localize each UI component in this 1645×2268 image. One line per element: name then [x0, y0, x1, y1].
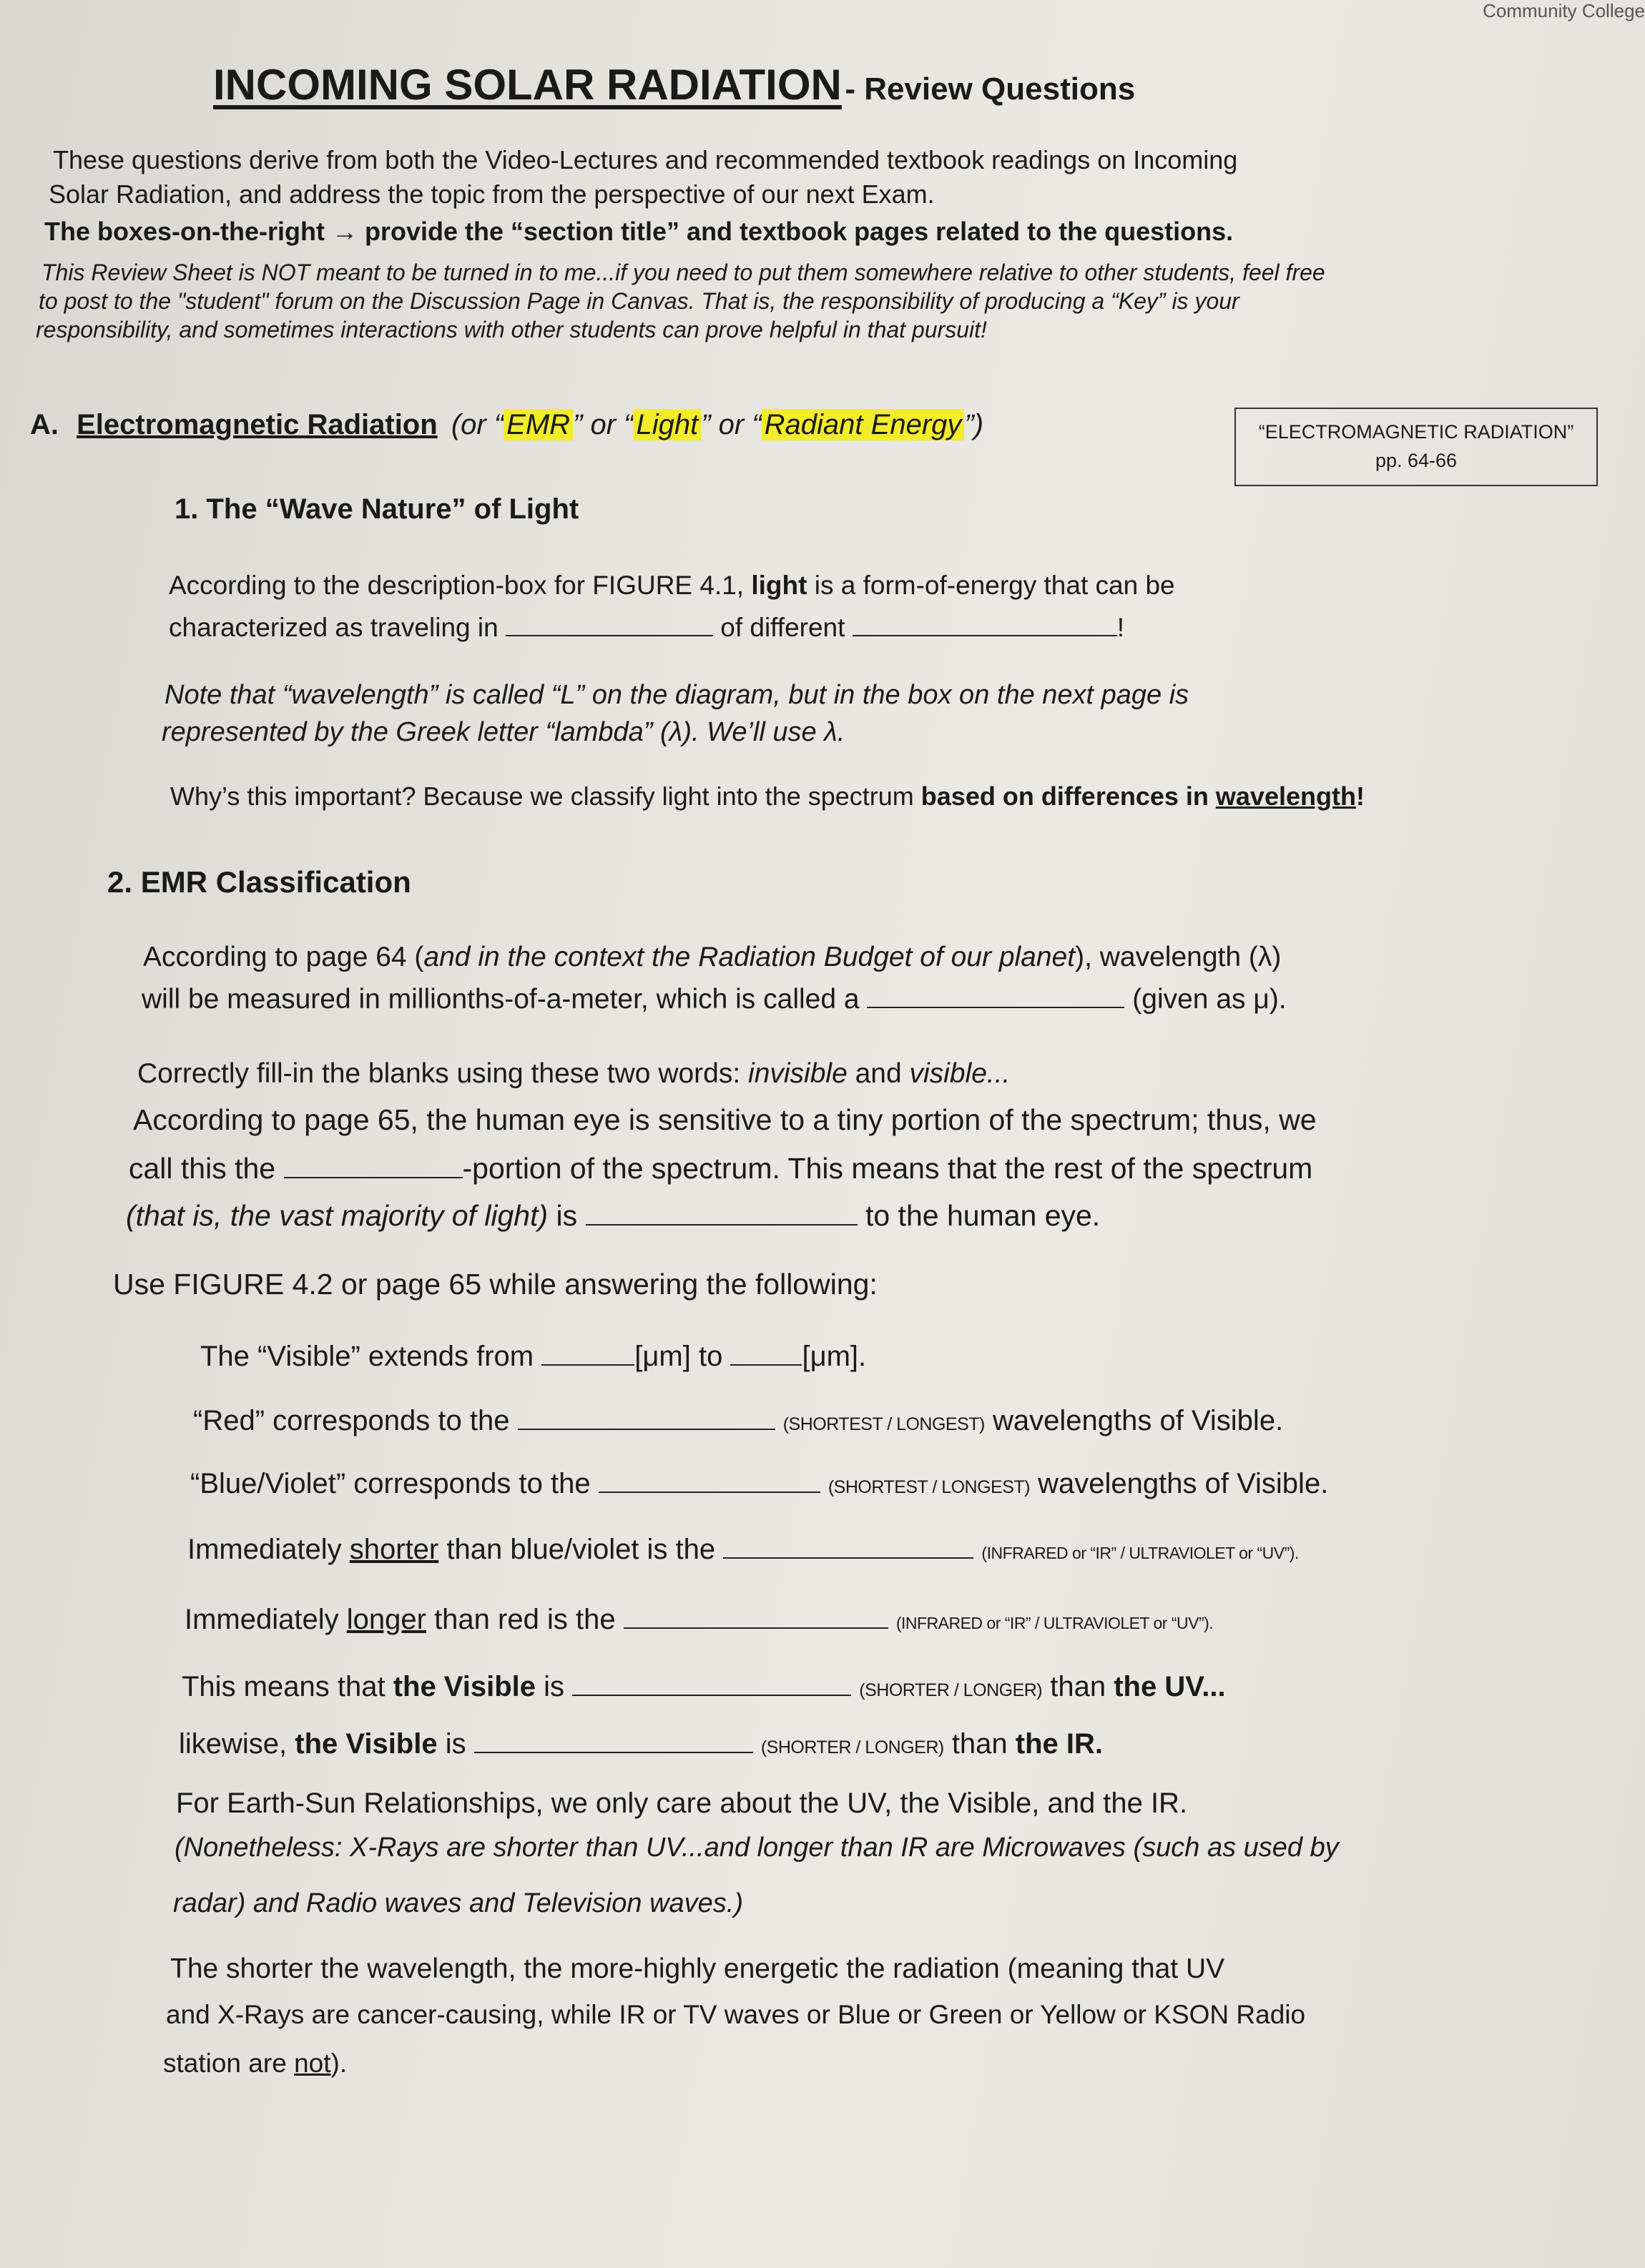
q2-text: ).: [330, 2048, 348, 2078]
q1-line-1: [169, 568, 1175, 603]
q2-choice: (SHORTER / LONGER): [859, 1680, 1043, 1700]
q2-text: is: [536, 1671, 565, 1702]
page-title: [213, 60, 1135, 109]
q1-text: Why’s this important? Because we classify light into the spectrum: [170, 782, 921, 811]
q1-text: based on differences in: [920, 782, 1216, 811]
q1-wavelength-word: wavelength: [1215, 782, 1356, 811]
q2-text: not: [294, 2048, 331, 2078]
q2-text: the IR.: [1015, 1728, 1104, 1760]
q2-text: This means that: [182, 1671, 393, 1702]
q2-text: Correctly fill-in the blanks using these two words:: [137, 1058, 749, 1089]
q2-text: “Red” corresponds to the: [193, 1405, 510, 1436]
q2-line-2: [142, 981, 1287, 1017]
q2-text: “Blue/Violet” corresponds to the: [190, 1468, 591, 1499]
section-box-title: “ELECTROMAGNETIC RADIATION”: [1258, 421, 1574, 443]
q2-text: will be measured in millionths-of-a-meter, which is called a: [142, 984, 860, 1015]
blank-visible-vs-ir[interactable]: [474, 1726, 753, 1753]
q2-text: Immediately: [185, 1604, 347, 1635]
blank-visible-to[interactable]: [730, 1338, 802, 1366]
q2-text: Immediately: [187, 1534, 350, 1565]
section-a-letter: A.: [30, 409, 59, 440]
q2-choice: (INFRARED or “IR” / ULTRAVIOLET or “UV”).: [981, 1544, 1299, 1562]
blank-of-different[interactable]: [853, 609, 1117, 636]
q2-earth-sun: For Earth-Sun Relationships, we only care about the UV, the Visible, and the IR.: [176, 1788, 1188, 1819]
intro-line-1: These questions derive from both the Video-Lectures and recommended textbook readings on Incoming: [53, 145, 1238, 174]
q1-text: characterized as traveling in: [169, 613, 499, 642]
q2-text: is: [437, 1728, 466, 1760]
intro-line-3: The boxes-on-the-right → provide the “section title” and textbook pages related to the questions.: [44, 217, 1234, 246]
q2-text: than: [943, 1728, 1016, 1760]
section-box-pages: pp. 64-66: [1375, 450, 1458, 471]
q1-text: is a form-of-energy that can be: [807, 571, 1175, 600]
corner-text: Community College: [1483, 0, 1645, 21]
highlight-radiant-energy: Radiant Energy: [762, 409, 965, 440]
highlight-light: Light: [633, 409, 701, 440]
q2-nonetheless-2: radar) and Radio waves and Television waves.): [173, 1888, 744, 1918]
q2-text: invisible: [748, 1058, 848, 1089]
q1-heading: 1. The “Wave Nature” of Light: [175, 493, 579, 525]
q2-text: (that is, the vast majority of light): [126, 1199, 549, 1232]
q1-note-1: Note that “wavelength” is called “L” on the diagram, but in the box on the next page is: [164, 680, 1189, 710]
q2-energy-3: [163, 2046, 347, 2081]
q2-choice: (SHORTEST / LONGEST): [782, 1414, 985, 1434]
q2-choice: (SHORTEST / LONGEST): [828, 1477, 1031, 1497]
section-a-heading: [30, 409, 983, 441]
blank-visible-portion[interactable]: [284, 1151, 463, 1178]
blank-blue-violet[interactable]: [599, 1466, 820, 1493]
q2-text: call this the: [129, 1152, 276, 1185]
q2-visible-vs-ir: [179, 1726, 1103, 1765]
title-main: INCOMING SOLAR RADIATION: [213, 61, 842, 109]
q2-energy-1: The shorter the wavelength, the more-highly energetic the radiation (meaning that UV: [170, 1953, 1225, 1984]
section-a-title: Electromagnetic Radiation: [77, 409, 438, 440]
blank-visible-vs-uv[interactable]: [572, 1669, 851, 1696]
q2-eye-line-3: [126, 1198, 1100, 1233]
q2-text: station are: [163, 2048, 295, 2078]
intro-note-2: to post to the "student" forum on the Discussion Page in Canvas. That is, the responsibility of producing a “Key” is your: [39, 288, 1239, 314]
q2-text: than blue/violet is the: [438, 1534, 716, 1565]
q2-text: than red is the: [426, 1604, 616, 1635]
q2-eye-line-2: [129, 1151, 1312, 1185]
q2-text: [μm] to: [634, 1341, 723, 1372]
q2-text: wavelengths of Visible.: [984, 1405, 1284, 1436]
q2-text: The “Visible” extends from: [200, 1341, 534, 1372]
q1-line-2: [169, 609, 1124, 645]
blank-shorter-than-blue[interactable]: [723, 1532, 973, 1559]
q2-fill-instruction: [137, 1057, 1010, 1091]
q1-text: !: [1355, 782, 1365, 811]
q2-text: to the human eye.: [865, 1199, 1101, 1232]
blank-longer-than-red[interactable]: [624, 1602, 888, 1629]
section-a-aka: (or “: [451, 409, 504, 440]
q1-why: [170, 779, 1365, 814]
q2-text: the Visible: [295, 1728, 438, 1760]
q2-shorter-than-blue: [187, 1532, 1299, 1570]
q2-text: the Visible: [393, 1671, 536, 1702]
q2-visible-vs-uv: [182, 1669, 1226, 1707]
q1-text: of different: [720, 613, 845, 642]
q2-text: visible...: [909, 1058, 1011, 1089]
blank-visible-from[interactable]: [541, 1338, 634, 1366]
q2-text: and in the context the Radiation Budget of our planet: [423, 942, 1076, 972]
intro-line-2: Solar Radiation, and address the topic from the perspective of our next Exam.: [49, 179, 935, 209]
q2-blue-violet: [190, 1466, 1328, 1504]
q2-text: likewise,: [179, 1728, 295, 1760]
section-a-aka: ”): [964, 409, 984, 440]
title-sub: - Review Questions: [845, 72, 1136, 107]
q2-text: than: [1042, 1671, 1114, 1702]
q2-text: -portion of the spectrum. This means that the rest of the spectrum: [462, 1152, 1313, 1185]
q2-use-figure: Use FIGURE 4.2 or page 65 while answering the following:: [113, 1268, 878, 1301]
q2-text: According to page 64 (: [143, 942, 424, 972]
q1-light-word: light: [751, 571, 807, 600]
intro-note-3: responsibility, and sometimes interactions with other students can prove helpful in that pursuit!: [36, 317, 987, 342]
q2-red: [193, 1403, 1283, 1441]
q1-text: !: [1116, 613, 1124, 642]
q2-eye-line-1: According to page 65, the human eye is sensitive to a tiny portion of the spectrum; thus, we: [133, 1103, 1317, 1136]
q2-text: [μm].: [802, 1341, 867, 1372]
q2-choice: (INFRARED or “IR” / ULTRAVIOLET or “UV”).: [895, 1614, 1214, 1632]
q2-text: is: [548, 1199, 578, 1232]
q2-line-1: [143, 940, 1281, 975]
q2-text: and: [847, 1058, 910, 1089]
q2-text: ), wavelength (λ): [1075, 942, 1282, 972]
q2-text: wavelengths of Visible.: [1030, 1468, 1329, 1499]
blank-micrometer-name[interactable]: [867, 981, 1124, 1008]
q2-nonetheless-1: (Nonetheless: X-Rays are shorter than UV...and longer than IR are Microwaves (such as used by: [175, 1833, 1339, 1863]
q1-note-2: represented by the Greek letter “lambda” (λ). We’ll use λ.: [162, 717, 845, 747]
blank-invisible[interactable]: [586, 1198, 858, 1226]
intro-note-1: This Review Sheet is NOT meant to be turned in to me...if you need to put them somewhere relative to other students, feel free: [41, 260, 1325, 285]
q2-text: the UV...: [1114, 1671, 1226, 1702]
q2-text: longer: [346, 1604, 426, 1635]
blank-traveling-in[interactable]: [506, 609, 713, 636]
q1-text: According to the description-box for FIGURE 4.1,: [169, 571, 752, 600]
q2-choice: (SHORTER / LONGER): [760, 1737, 944, 1757]
section-a-aka: ” or “: [701, 409, 762, 440]
section-a-aka: ” or “: [573, 409, 634, 440]
highlight-emr: EMR: [504, 409, 573, 440]
q2-visible-range: [200, 1338, 866, 1374]
q2-text: (given as μ).: [1132, 984, 1287, 1015]
section-title-box: [1234, 408, 1598, 486]
blank-red[interactable]: [518, 1403, 775, 1430]
q2-energy-2: and X-Rays are cancer-causing, while IR or TV waves or Blue or Green or Yellow or KSON Radio: [166, 2000, 1306, 2029]
q2-longer-than-red: [185, 1602, 1213, 1640]
q2-text: shorter: [349, 1534, 439, 1565]
q2-heading: 2. EMR Classification: [107, 865, 411, 899]
